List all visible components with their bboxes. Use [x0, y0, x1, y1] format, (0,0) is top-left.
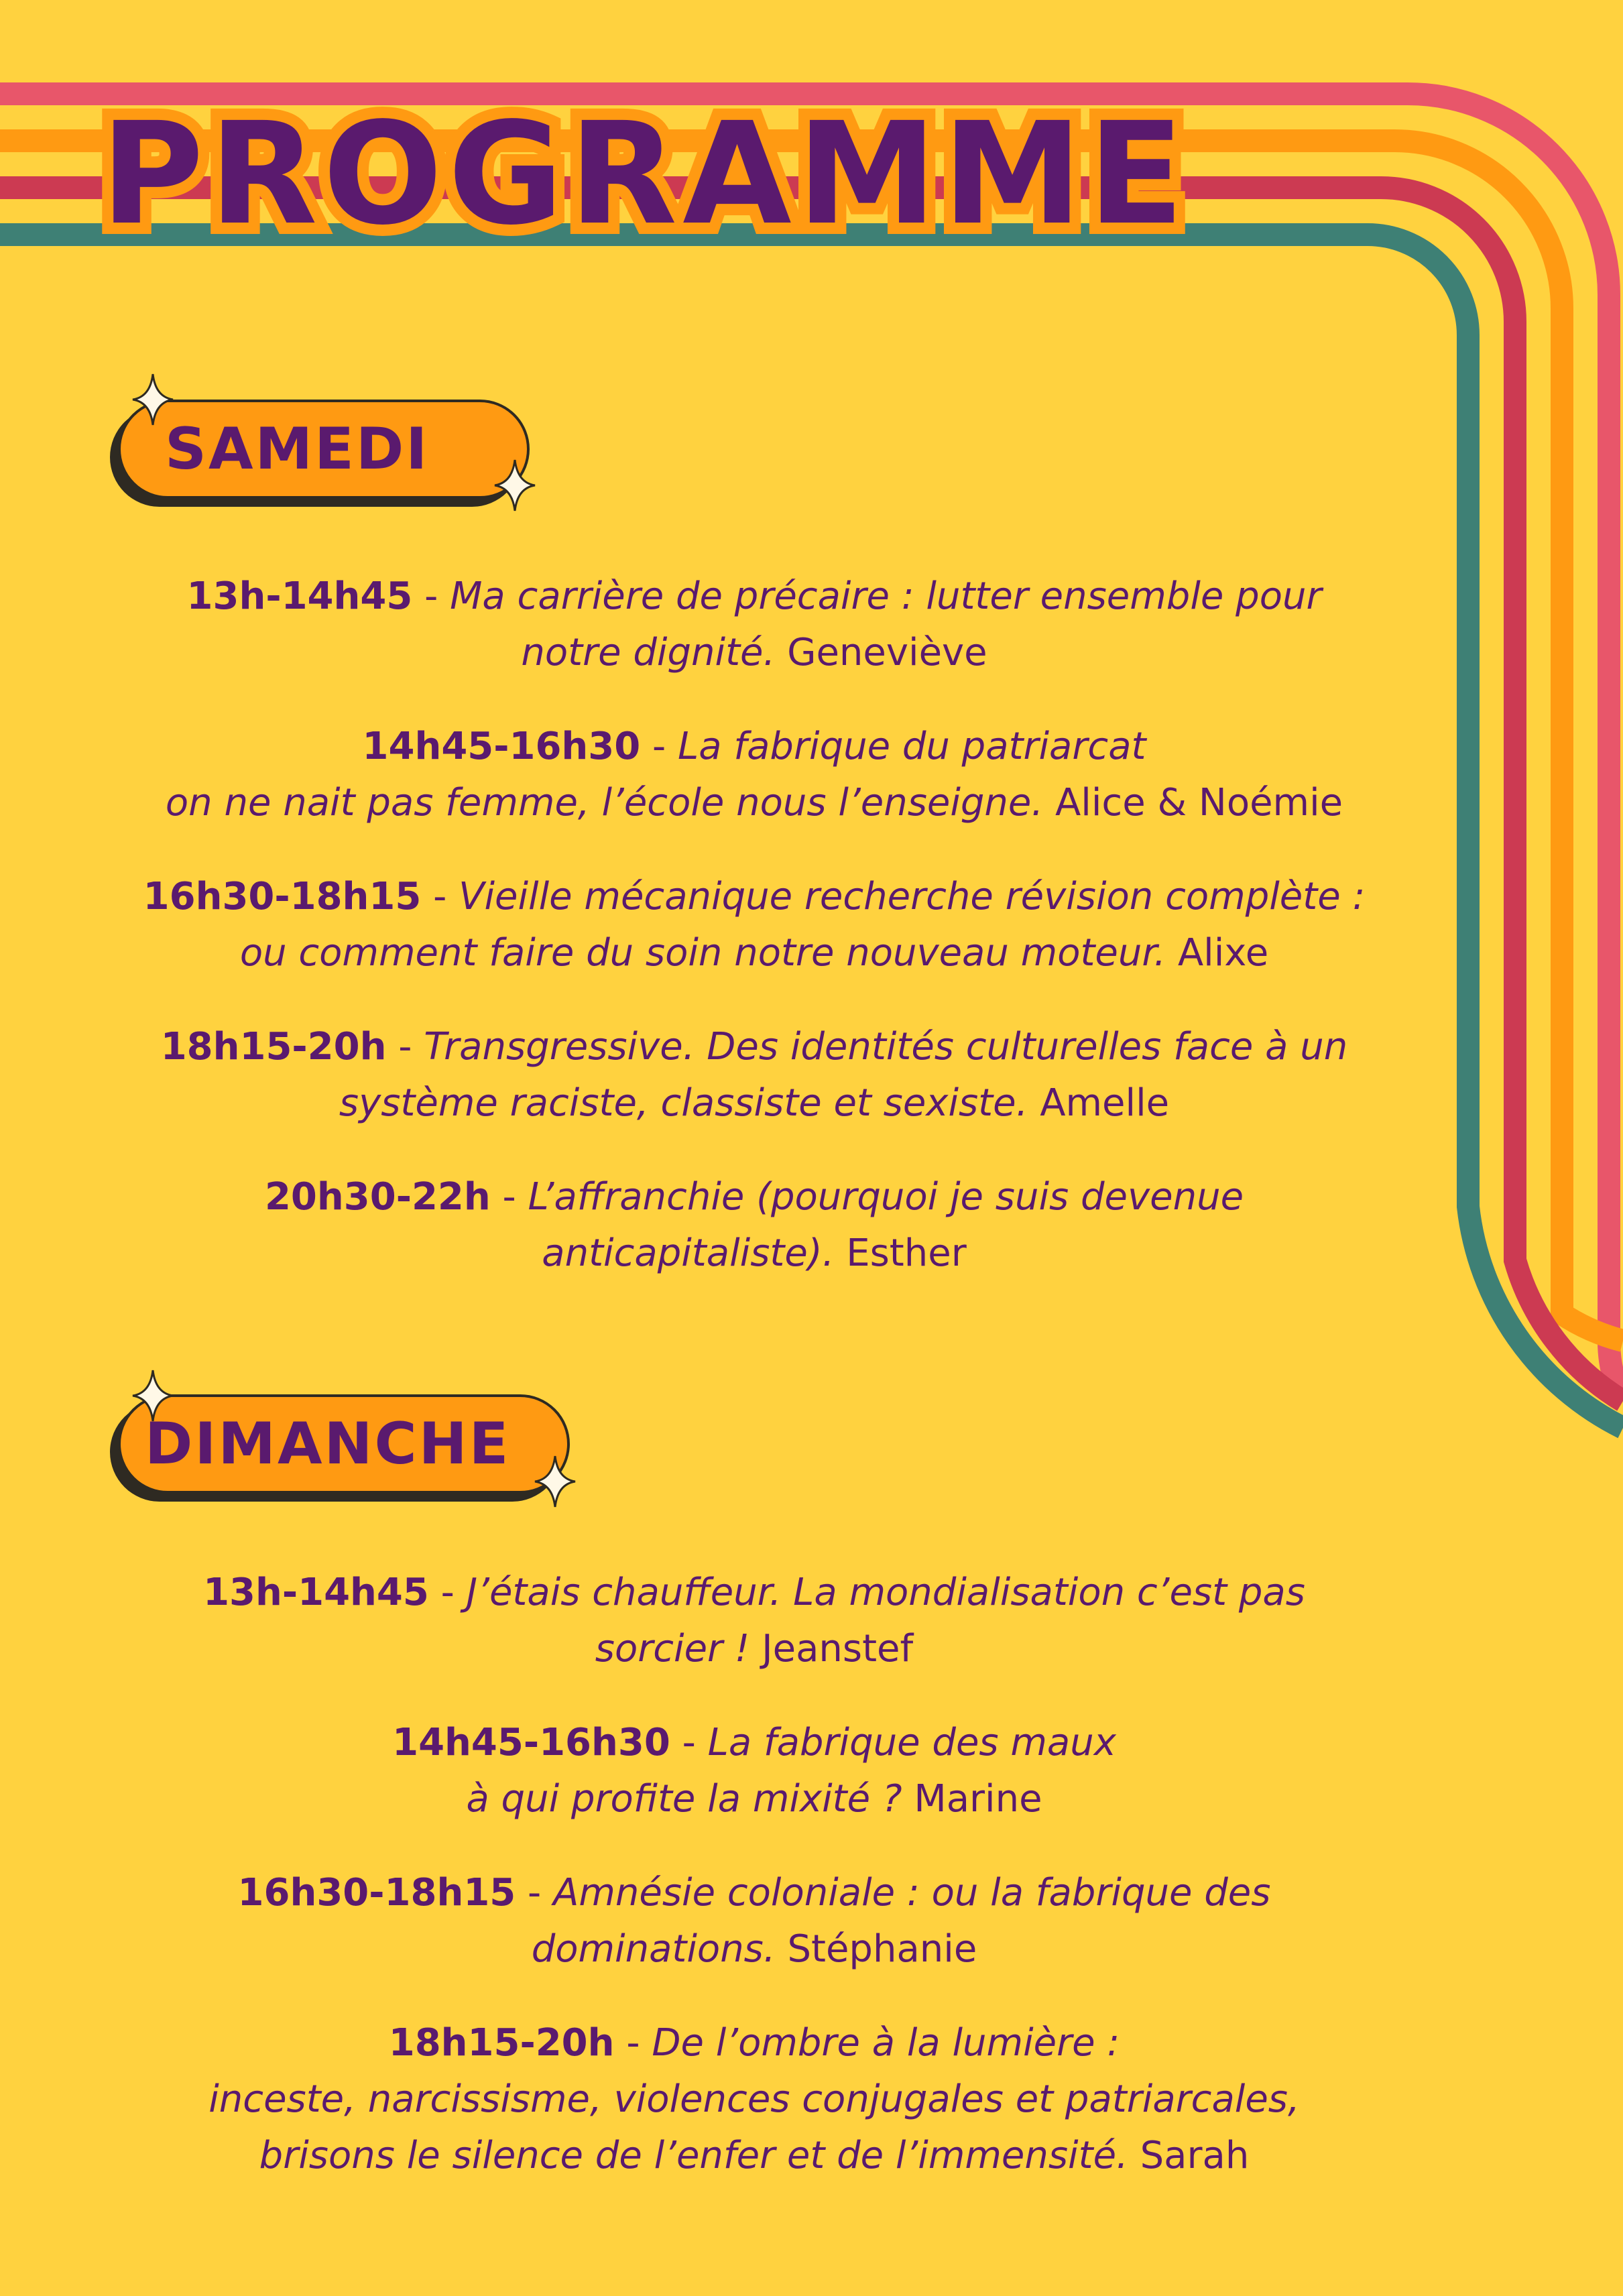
session-title: on ne nait pas femme, l’école nous l’enseigne.	[165, 781, 1044, 825]
session	[101, 1715, 1408, 1827]
session-title: dominations.	[531, 1927, 776, 1971]
session-speaker: Alice & Noémie	[1043, 781, 1343, 825]
session-title: La fabrique des maux	[707, 1721, 1116, 1764]
session-title: J’étais chauffeur. La mondialisation c’est pas	[466, 1571, 1305, 1614]
session	[101, 1169, 1408, 1282]
session-time: 14h45-16h30	[362, 725, 641, 768]
session	[101, 1865, 1408, 1978]
sparkle-icon	[131, 373, 174, 426]
session-title: anticapitaliste).	[542, 1231, 835, 1275]
separator: -	[490, 1175, 528, 1219]
session	[101, 2015, 1408, 2184]
day-label: DIMANCHE	[145, 1410, 511, 1477]
session-speaker: Amelle	[1028, 1081, 1170, 1125]
session-title: à qui profite la mixité ?	[466, 1777, 902, 1821]
session-speaker: Marine	[902, 1777, 1042, 1821]
page-title: PROGRAMME	[101, 92, 1190, 256]
session-speaker: Jeanstef	[749, 1627, 914, 1671]
session-time: 14h45-16h30	[392, 1721, 670, 1764]
session-title: Vieille mécanique recherche révision complète :	[459, 875, 1366, 918]
day-badge-samedi	[118, 400, 530, 499]
separator: -	[516, 1871, 554, 1915]
session-time: 16h30-18h15	[143, 875, 422, 918]
sparkle-icon	[534, 1455, 577, 1508]
separator: -	[428, 1571, 467, 1614]
session-time: 18h15-20h	[388, 2021, 615, 2065]
separator: -	[412, 575, 450, 618]
session-title: La fabrique du patriarcat	[678, 725, 1146, 768]
schedule-samedi	[101, 568, 1408, 1319]
session	[101, 1565, 1408, 1677]
session	[101, 719, 1408, 831]
session-speaker: Alixe	[1166, 931, 1269, 975]
session-title: L’affranchie (pourquoi je suis devenue	[528, 1175, 1244, 1219]
session	[101, 869, 1408, 981]
schedule-dimanche	[101, 1565, 1408, 2222]
separator: -	[614, 2021, 652, 2065]
session-title: sorcier !	[595, 1627, 750, 1671]
session-time: 20h30-22h	[264, 1175, 491, 1219]
session-title: brisons le silence de l’enfer et de l’immensité.	[259, 2134, 1128, 2177]
session-title: Transgressive. Des identités culturelles face à un	[424, 1025, 1348, 1069]
day-badge-dimanche	[118, 1394, 570, 1494]
session-title: notre dignité.	[521, 631, 776, 674]
session-speaker: Stéphanie	[775, 1927, 977, 1971]
sparkle-icon	[493, 459, 536, 512]
session-time: 13h-14h45	[186, 575, 413, 618]
session-title: Ma carrière de précaire : lutter ensemble pour	[450, 575, 1322, 618]
session	[101, 1019, 1408, 1132]
separator: -	[640, 725, 678, 768]
separator: -	[386, 1025, 424, 1069]
session-speaker: Esther	[834, 1231, 967, 1275]
session-title: Amnésie coloniale : ou la fabrique des	[553, 1871, 1271, 1915]
sparkle-icon	[131, 1369, 174, 1423]
session-time: 18h15-20h	[160, 1025, 387, 1069]
session-title: inceste, narcissisme, violences conjugales et patriarcales,	[208, 2077, 1300, 2121]
day-label: SAMEDI	[165, 416, 430, 483]
session-speaker: Geneviève	[775, 631, 987, 674]
session-title: ou comment faire du soin notre nouveau moteur.	[239, 931, 1166, 975]
session-title: De l’ombre à la lumière :	[652, 2021, 1120, 2065]
separator: -	[670, 1721, 708, 1764]
session-speaker: Sarah	[1128, 2134, 1250, 2177]
session-time: 16h30-18h15	[237, 1871, 516, 1915]
separator: -	[421, 875, 459, 918]
session-time: 13h-14h45	[203, 1571, 429, 1614]
session-title: système raciste, classiste et sexiste.	[339, 1081, 1028, 1125]
session	[101, 568, 1408, 681]
